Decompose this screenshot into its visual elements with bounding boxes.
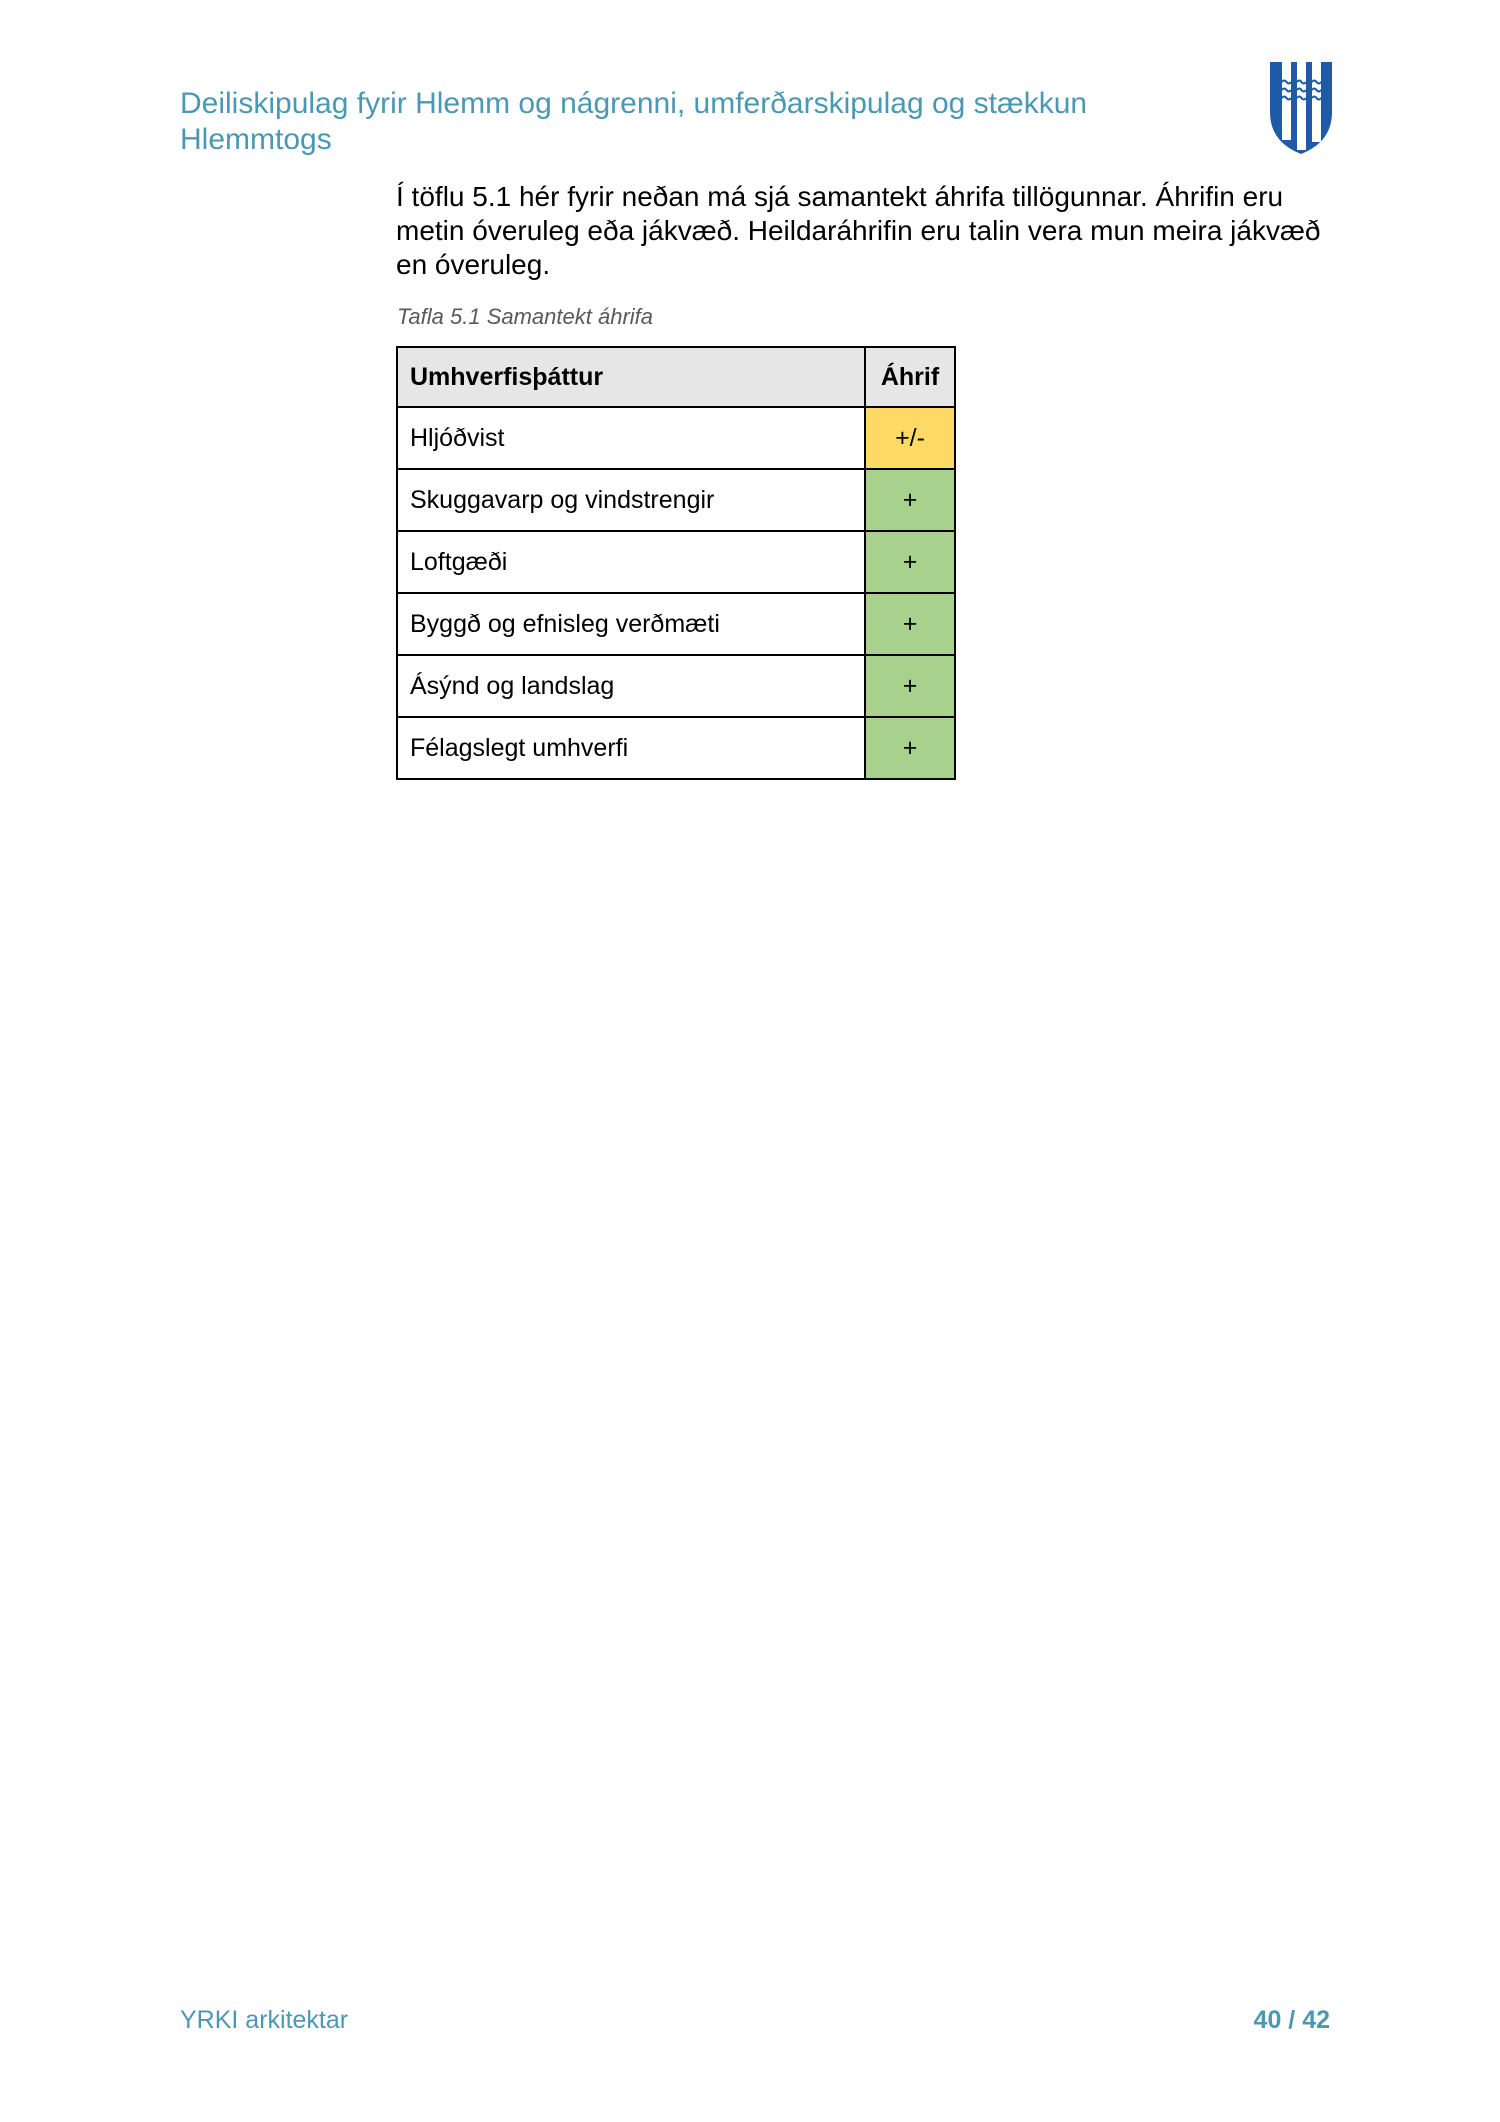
header-factor: Umhverfisþáttur — [397, 347, 865, 407]
footer-page-number: 40 / 42 — [1253, 2006, 1330, 2034]
impact-cell: + — [865, 469, 955, 531]
factor-cell: Loftgæði — [397, 531, 865, 593]
table-caption: Tafla 5.1 Samantekt áhrifa — [397, 304, 654, 329]
impact-cell: + — [865, 593, 955, 655]
table-row — [397, 717, 955, 779]
table-row — [397, 655, 955, 717]
header-impact: Áhrif — [865, 347, 955, 407]
factor-cell: Ásýnd og landslag — [397, 655, 865, 717]
factor-cell: Hljóðvist — [397, 407, 865, 469]
footer-company: YRKI arkitektar — [180, 2006, 349, 2034]
factor-cell: Félagslegt umhverfi — [397, 717, 865, 779]
impact-cell: + — [865, 655, 955, 717]
impact-cell: +/- — [865, 407, 955, 469]
header-title — [180, 86, 1180, 158]
table-row — [397, 593, 955, 655]
table-row — [397, 469, 955, 531]
table-row — [397, 531, 955, 593]
impact-cell: + — [865, 531, 955, 593]
table-row — [397, 407, 955, 469]
header-title-line2: Hlemmtogs — [180, 123, 332, 156]
impact-summary-table — [396, 346, 956, 780]
reykjavik-coat-of-arms-icon — [1268, 60, 1334, 156]
factor-cell: Skuggavarp og vindstrengir — [397, 469, 865, 531]
table-header-row — [397, 347, 955, 407]
header-title-line1: Deiliskipulag fyrir Hlemm og nágrenni, umferðarskipulag og stækkun — [180, 87, 1088, 120]
factor-cell: Byggð og efnisleg verðmæti — [397, 593, 865, 655]
impact-cell: + — [865, 717, 955, 779]
intro-paragraph: Í töflu 5.1 hér fyrir neðan má sjá samantekt áhrifa tillögunnar. Áhrifin eru metin óveruleg eða jákvæð. Heildaráhrifin eru talin vera mun meira jákvæð en óveruleg. — [396, 181, 1321, 280]
